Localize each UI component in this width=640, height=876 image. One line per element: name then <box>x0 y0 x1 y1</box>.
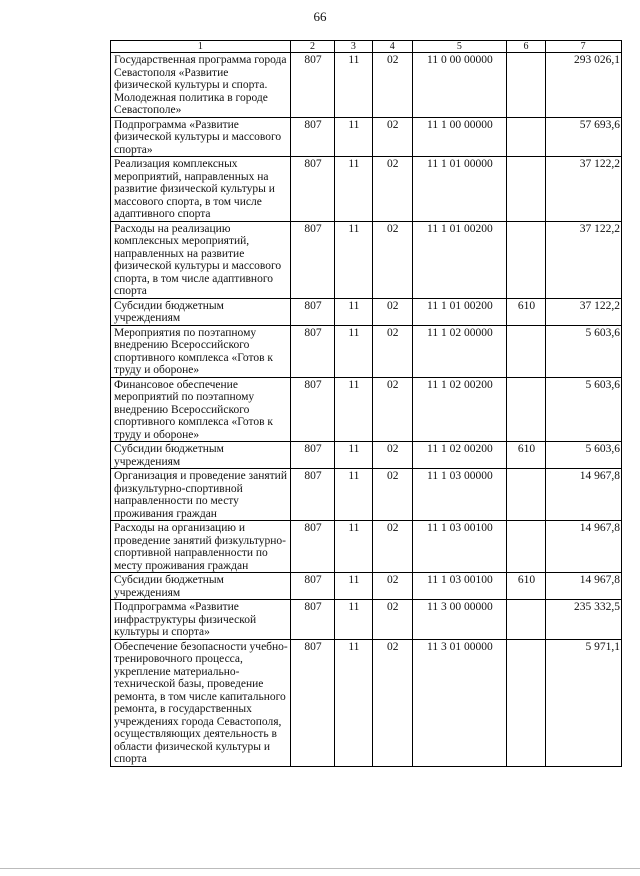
page-bottom-rule <box>0 868 640 869</box>
cell-section: 11 <box>335 600 372 640</box>
cell-section: 11 <box>335 117 372 157</box>
cell-subsection: 02 <box>372 157 412 222</box>
column-header-4: 4 <box>372 41 412 53</box>
cell-section: 11 <box>335 521 372 573</box>
cell-expense-type <box>506 521 545 573</box>
column-header-3: 3 <box>335 41 372 53</box>
cell-subsection: 02 <box>372 573 412 600</box>
cell-name: Субсидии бюджетным учреждениям <box>111 573 291 600</box>
cell-admin-code: 807 <box>290 117 334 157</box>
cell-target-article: 11 1 03 00100 <box>412 521 506 573</box>
table-header-row <box>111 41 622 53</box>
cell-expense-type <box>506 117 545 157</box>
cell-name: Мероприятия по поэтапному внедрению Всероссийского спортивного комплекса «Готов к труду и обороне» <box>111 325 291 377</box>
table-body <box>111 53 622 767</box>
table-row <box>111 221 622 298</box>
cell-subsection: 02 <box>372 442 412 469</box>
table-row <box>111 157 622 222</box>
cell-target-article: 11 1 02 00200 <box>412 377 506 442</box>
cell-admin-code: 807 <box>290 521 334 573</box>
cell-amount: 57 693,6 <box>546 117 622 157</box>
cell-name: Реализация комплексных мероприятий, направленных на развитие физической культуры и массового спорта, в том числе адаптивного спорта <box>111 157 291 222</box>
cell-admin-code: 807 <box>290 377 334 442</box>
cell-amount: 37 122,2 <box>546 221 622 298</box>
cell-subsection: 02 <box>372 469 412 521</box>
column-header-1: 1 <box>111 41 291 53</box>
cell-admin-code: 807 <box>290 573 334 600</box>
cell-amount: 235 332,5 <box>546 600 622 640</box>
column-header-6: 6 <box>506 41 545 53</box>
cell-expense-type <box>506 53 545 118</box>
cell-target-article: 11 1 01 00200 <box>412 221 506 298</box>
cell-expense-type <box>506 600 545 640</box>
cell-subsection: 02 <box>372 377 412 442</box>
cell-target-article: 11 1 03 00100 <box>412 573 506 600</box>
cell-section: 11 <box>335 469 372 521</box>
cell-expense-type: 610 <box>506 298 545 325</box>
cell-expense-type <box>506 157 545 222</box>
cell-section: 11 <box>335 639 372 766</box>
cell-name: Обеспечение безопасности учебно-тренировочного процесса, укрепление материально-технической базы, проведение ремонта, в том числе капитального ремонта, в государственных учреждениях города Севастополя, осуществляющих деятельность в области физической культуры и спорта <box>111 639 291 766</box>
cell-name: Подпрограмма «Развитие инфраструктуры физической культуры и спорта» <box>111 600 291 640</box>
cell-name: Субсидии бюджетным учреждениям <box>111 298 291 325</box>
cell-amount: 14 967,8 <box>546 521 622 573</box>
table-row <box>111 639 622 766</box>
cell-admin-code: 807 <box>290 600 334 640</box>
column-header-2: 2 <box>290 41 334 53</box>
cell-target-article: 11 1 01 00200 <box>412 298 506 325</box>
cell-admin-code: 807 <box>290 469 334 521</box>
cell-name: Субсидии бюджетным учреждениям <box>111 442 291 469</box>
table-row <box>111 600 622 640</box>
cell-expense-type <box>506 221 545 298</box>
cell-subsection: 02 <box>372 521 412 573</box>
cell-admin-code: 807 <box>290 298 334 325</box>
cell-amount: 293 026,1 <box>546 53 622 118</box>
cell-subsection: 02 <box>372 639 412 766</box>
cell-subsection: 02 <box>372 600 412 640</box>
cell-name: Организация и проведение занятий физкультурно-спортивной направленности по месту проживания граждан <box>111 469 291 521</box>
table-row <box>111 521 622 573</box>
cell-name: Расходы на организацию и проведение занятий физкультурно-спортивной направленности по месту проживания граждан <box>111 521 291 573</box>
cell-amount: 5 971,1 <box>546 639 622 766</box>
cell-subsection: 02 <box>372 53 412 118</box>
table-row <box>111 117 622 157</box>
cell-amount: 14 967,8 <box>546 469 622 521</box>
cell-admin-code: 807 <box>290 157 334 222</box>
cell-name: Расходы на реализацию комплексных мероприятий, направленных на развитие физической культуры и массового спорта, в том числе адаптивного спорта <box>111 221 291 298</box>
column-header-5: 5 <box>412 41 506 53</box>
cell-target-article: 11 1 00 00000 <box>412 117 506 157</box>
cell-section: 11 <box>335 298 372 325</box>
cell-section: 11 <box>335 221 372 298</box>
cell-admin-code: 807 <box>290 325 334 377</box>
cell-section: 11 <box>335 442 372 469</box>
cell-target-article: 11 1 03 00000 <box>412 469 506 521</box>
cell-admin-code: 807 <box>290 639 334 766</box>
table-row <box>111 573 622 600</box>
cell-target-article: 11 1 01 00000 <box>412 157 506 222</box>
cell-section: 11 <box>335 377 372 442</box>
cell-expense-type <box>506 325 545 377</box>
cell-target-article: 11 1 02 00200 <box>412 442 506 469</box>
cell-name: Финансовое обеспечение мероприятий по поэтапному внедрению Всероссийского спортивного комплекса «Готов к труду и обороне» <box>111 377 291 442</box>
cell-target-article: 11 0 00 00000 <box>412 53 506 118</box>
table-row <box>111 53 622 118</box>
cell-subsection: 02 <box>372 221 412 298</box>
cell-target-article: 11 1 02 00000 <box>412 325 506 377</box>
cell-section: 11 <box>335 325 372 377</box>
cell-section: 11 <box>335 157 372 222</box>
cell-section: 11 <box>335 53 372 118</box>
cell-expense-type: 610 <box>506 442 545 469</box>
budget-table <box>110 40 622 767</box>
table-row <box>111 325 622 377</box>
cell-admin-code: 807 <box>290 221 334 298</box>
cell-target-article: 11 3 01 00000 <box>412 639 506 766</box>
table-row <box>111 442 622 469</box>
cell-name: Государственная программа города Севастополя «Развитие физической культуры и спорта. Молодежная политика в городе Севастополе» <box>111 53 291 118</box>
cell-admin-code: 807 <box>290 53 334 118</box>
cell-amount: 37 122,2 <box>546 298 622 325</box>
column-header-7: 7 <box>546 41 622 53</box>
cell-section: 11 <box>335 573 372 600</box>
cell-expense-type <box>506 639 545 766</box>
cell-target-article: 11 3 00 00000 <box>412 600 506 640</box>
cell-expense-type: 610 <box>506 573 545 600</box>
page-number: 66 <box>313 9 327 24</box>
table-row <box>111 298 622 325</box>
cell-name: Подпрограмма «Развитие физической культуры и массового спорта» <box>111 117 291 157</box>
cell-subsection: 02 <box>372 298 412 325</box>
cell-subsection: 02 <box>372 117 412 157</box>
cell-admin-code: 807 <box>290 442 334 469</box>
cell-amount: 5 603,6 <box>546 325 622 377</box>
table-row <box>111 469 622 521</box>
cell-subsection: 02 <box>372 325 412 377</box>
cell-amount: 5 603,6 <box>546 377 622 442</box>
cell-expense-type <box>506 377 545 442</box>
cell-amount: 14 967,8 <box>546 573 622 600</box>
cell-expense-type <box>506 469 545 521</box>
cell-amount: 5 603,6 <box>546 442 622 469</box>
table-row <box>111 377 622 442</box>
cell-amount: 37 122,2 <box>546 157 622 222</box>
